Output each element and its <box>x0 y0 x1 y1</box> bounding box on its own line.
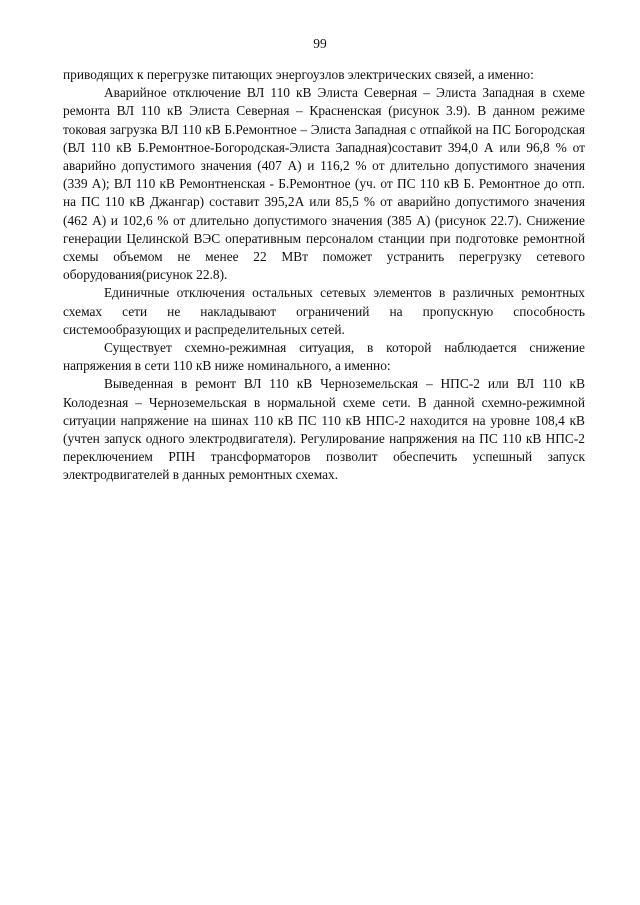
paragraph-intro: приводящих к перегрузке питающих энергоузлов электрических связей, а именно: <box>63 67 534 82</box>
paragraph-emergency-outage: Аварийное отключение ВЛ 110 кВ Элиста Северная – Элиста Западная в схеме ремонта ВЛ 110 кВ Элиста Северная – Красненская (рисунок 3.9). В данном режиме токовая загрузка ВЛ 110 кВ Б.Ремонтное – Элиста Западная с отпайкой на ПС Богородская (ВЛ 110 кВ Б.Ремонтное-Богородская-Элиста Западная)составит 394,0 А или 96,8 % от аварийно допустимого значения (407 А) и 116,2 % от длительно допустимого значения (339 А); ВЛ 110 кВ Ремонтненская - Б.Ремонтное (уч. от ПС 110 кВ Б. Ремонтное до отп. на ПС 110 кВ Джангар) составит 395,2А или 85,5 % от аварийно допустимого значения (462 А) и 102,6 % от длительно допустимого значения (385 А) (рисунок 22.7). Снижение генерации Целинской ВЭС оперативным персоналом станции при подготовке ремонтной схемы объемом не менее 22 МВт поможет устранить перегрузку сетевого оборудования(рисунок 22.8). <box>63 85 585 283</box>
paragraph-voltage-situation: Существует схемно-режимная ситуация, в которой наблюдается снижение напряжения в сети 110 кВ ниже номинального, а именно: <box>63 340 585 374</box>
paragraph-repair-line: Выведенная в ремонт ВЛ 110 кВ Черноземельская – НПС-2 или ВЛ 110 кВ Колодезная – Черноземельская в нормальной схеме сети. В данной схемно-режимной ситуации напряжение на шинах 110 кВ ПС 110 кВ НПС-2 находится на уровне 108,4 кВ (учтен запуск одного электродвигателя). Регулирование напряжения на ПС 110 кВ НПС-2 переключением РПН трансформаторов позволит обеспечить успешный запуск электродвигателей в данных ремонтных схемах. <box>63 376 585 483</box>
body-text <box>63 66 585 485</box>
page-number: 99 <box>313 36 327 51</box>
paragraph-single-outages: Единичные отключения остальных сетевых элементов в различных ремонтных схемах сети не накладывают ограничений на пропускную способность системообразующих и распределительных сетей. <box>63 285 585 337</box>
